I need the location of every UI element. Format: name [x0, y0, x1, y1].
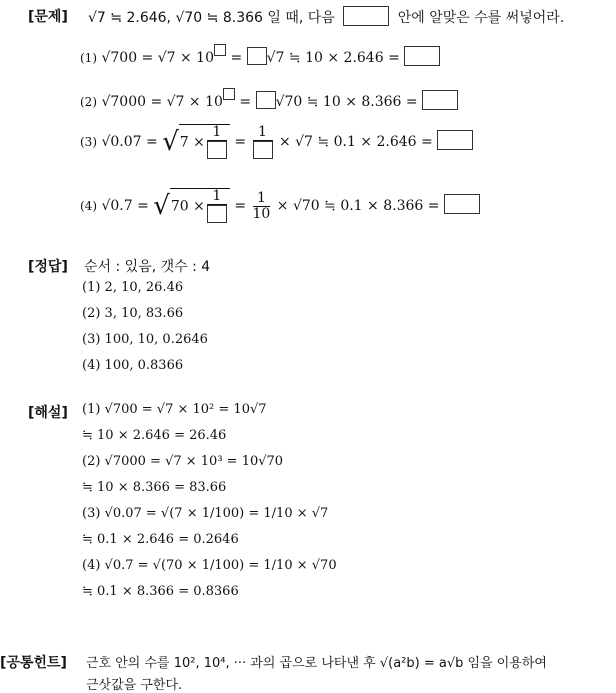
fraction: [253, 125, 273, 160]
explanation-line: ≒ 0.1 × 2.646 = 0.2646: [82, 532, 239, 547]
problem-tag: [문제]: [28, 9, 68, 25]
radicand-text: 7 ×: [179, 134, 205, 151]
problem-intro: [88, 6, 564, 27]
answer-blank: [444, 194, 480, 214]
item-expr-2: √7 ≒ 10 × 2.646 =: [266, 50, 400, 66]
hint-line-1: 근호 안의 수를 10², 10⁴, ··· 과의 곱으로 나타낸 후 √(a²b) = a√b 임을 이용하여: [86, 656, 547, 671]
explanation-line: (4) √0.7 = √(70 × 1/100) = 1/10 × √70: [82, 558, 337, 573]
hint-tag: [공통힌트]: [0, 655, 67, 671]
problem-intro-b: 안에 알맞은 수를 써넣어라.: [397, 10, 565, 26]
numerator: 1: [207, 125, 227, 141]
explanation-line: (1) √700 = √7 × 10² = 10√7: [82, 402, 267, 417]
numerator: 1: [253, 191, 271, 207]
problem-item-2: [80, 88, 458, 110]
explanation-tag: [해설]: [28, 405, 68, 421]
radical-sign: √: [153, 191, 170, 221]
answer-blank: [247, 47, 267, 65]
item-eq: =: [239, 94, 252, 110]
explanation-line: (3) √0.07 = √(7 × 1/100) = 1/10 × √7: [82, 506, 329, 521]
problem-item-1: [80, 44, 440, 66]
denominator: 10: [252, 205, 271, 222]
problem-item-4: [80, 188, 480, 224]
problem-item-3: [80, 124, 473, 160]
answer-blank: [256, 91, 276, 109]
answer-blank: [253, 141, 273, 159]
explanation-line: (2) √7000 = √7 × 10³ = 10√70: [82, 454, 284, 469]
item-number: (3): [80, 135, 97, 149]
numerator: 1: [253, 125, 273, 141]
fraction: [207, 189, 227, 224]
item-expr-2: × √70 ≒ 0.1 × 8.366 =: [276, 198, 440, 214]
item-eq: =: [230, 50, 243, 66]
problem-intro-a: √7 ≒ 2.646, √70 ≒ 8.366 일 때, 다음: [88, 10, 335, 26]
radical-sign: √: [162, 127, 179, 157]
fraction: [207, 125, 227, 160]
answer-line: (1) 2, 10, 26.46: [82, 280, 184, 295]
answer-line: (2) 3, 10, 83.66: [82, 306, 184, 321]
answer-blank: [422, 90, 458, 110]
item-eq: =: [234, 134, 247, 150]
answer-blank: [207, 141, 227, 159]
item-expr: √7000 = √7 × 10: [101, 94, 223, 110]
numerator: 1: [207, 189, 227, 205]
exponent-blank: [223, 88, 235, 100]
item-expr: √700 = √7 × 10: [101, 50, 214, 66]
item-number: (4): [80, 199, 97, 213]
answer-blank: [437, 130, 473, 150]
fraction: [253, 191, 271, 222]
item-expr: √0.7 =: [101, 198, 149, 214]
answer-line: (4) 100, 0.8366: [82, 358, 184, 373]
item-expr-2: × √7 ≒ 0.1 × 2.646 =: [278, 134, 433, 150]
radicand: [170, 188, 230, 224]
explanation-line: ≒ 0.1 × 8.366 = 0.8366: [82, 584, 239, 599]
item-number: (1): [80, 51, 97, 65]
exponent-blank: [214, 44, 226, 56]
answer-blank: [404, 46, 440, 66]
answer-line: (3) 100, 10, 0.2646: [82, 332, 208, 347]
item-eq: =: [234, 198, 247, 214]
radicand: [179, 124, 230, 160]
item-expr: √0.07 =: [101, 134, 158, 150]
answer-tag: [정답]: [28, 259, 68, 275]
answer-header: 순서 : 있음, 갯수 : 4: [84, 259, 211, 275]
radicand-text: 70 ×: [170, 198, 205, 215]
blank-box-sample: [343, 6, 389, 26]
item-expr-2: √70 ≒ 10 × 8.366 =: [275, 94, 418, 110]
item-number: (2): [80, 95, 97, 109]
explanation-line: ≒ 10 × 2.646 = 26.46: [82, 428, 227, 443]
explanation-line: ≒ 10 × 8.366 = 83.66: [82, 480, 227, 495]
hint-line-2: 근삿값을 구한다.: [86, 678, 183, 693]
answer-blank: [207, 205, 227, 223]
